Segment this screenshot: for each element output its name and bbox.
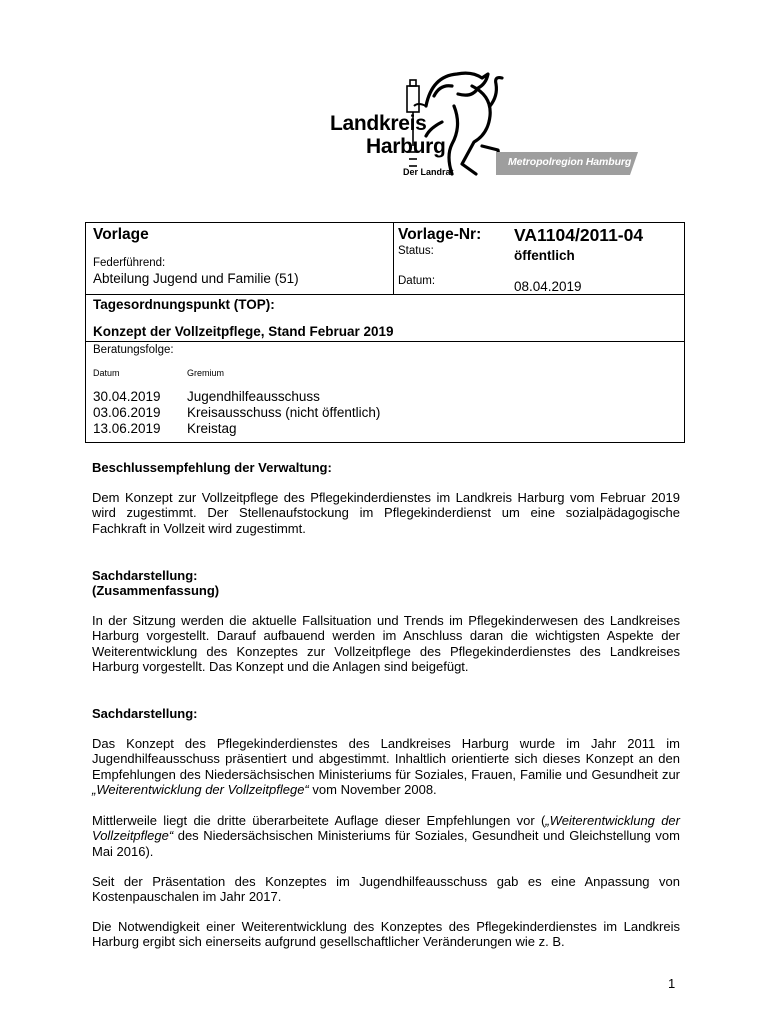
top-label: Tagesordnungspunkt (TOP):	[93, 297, 275, 312]
vorlage-nr-label: Vorlage-Nr:	[398, 226, 482, 243]
heading-line: Sachdarstellung:	[92, 568, 198, 583]
vorlage-nr-value: VA1104/2011-04	[514, 225, 644, 245]
text-run: Das Konzept des Pflegekinderdienstes des Landkreises Harburg wurde im Jahr 2011 im Jugendhilfeausschuss präsentiert und abgestimmt. Inhaltlich orientierte sich dieses Konzept an den Empfehlungen des Niedersächsischen Ministeriums für Soziales, Frauen, Familie und Gesundheit zur	[92, 736, 680, 782]
text-run: vom November 2008.	[308, 782, 437, 798]
paragraph-notwendigkeit: Die Notwendigkeit einer Weiterentwicklung des Konzeptes des Pflegekinderdienstes im Landkreis Harburg ergibt sich einerseits aufgrund gesellschaftlicher Veränderungen wie z. B.	[92, 919, 680, 950]
col-datum-header: Datum	[93, 368, 120, 378]
logo-title-harburg: Harburg	[366, 135, 446, 158]
datum-value: 08.04.2019	[514, 279, 582, 294]
beratung-row-gremium: Kreistag	[187, 421, 237, 436]
heading-sachdarstellung: Sachdarstellung:	[92, 706, 198, 721]
metropolregion-badge: Metropolregion Hamburg	[508, 156, 632, 168]
datum-label: Datum:	[398, 275, 436, 287]
vorlage-label: Vorlage	[93, 226, 149, 243]
text-run: Mittlerweile liegt die dritte überarbeitete Auflage dieser Empfehlungen vor (	[92, 813, 546, 828]
paragraph-beschluss: Dem Konzept zur Vollzeitpflege des Pflegekinderdienstes im Landkreis Harburg vom Februar 2019 wird zugestimmt. Der Stellenaufstockung im Pflegekinderdienst um eine sozialpädagogische Fachkraft in Vollzeit wird zugestimmt.	[92, 490, 680, 536]
paragraph-dritte-auflage	[92, 813, 680, 859]
federfuehrend-label: Federführend:	[93, 257, 166, 269]
paragraph-konzept-2011	[92, 736, 680, 798]
document-header-table	[85, 222, 685, 443]
beratung-row-gremium: Kreisausschuss (nicht öffentlich)	[187, 405, 381, 420]
top-value: Konzept der Vollzeitpflege, Stand Februar 2019	[93, 324, 394, 339]
heading-sachdarstellung-zusammenfassung	[92, 568, 219, 599]
beratung-row-gremium: Jugendhilfeausschuss	[187, 389, 320, 404]
beratung-row-datum: 30.04.2019	[93, 389, 161, 404]
logo-subtitle: Der Landrat	[403, 167, 454, 177]
text-run-italic: „Weiterentwicklung der Vollzeitpflege“	[92, 813, 680, 844]
logo-title-landkreis: Landkreis	[330, 112, 427, 135]
beratung-row-datum: 13.06.2019	[93, 421, 161, 436]
heading-beschlussempfehlung: Beschlussempfehlung der Verwaltung:	[92, 460, 332, 475]
paragraph-kostenpauschalen: Seit der Präsentation des Konzeptes im Jugendhilfeausschuss gab es eine Anpassung von Kostenpauschalen im Jahr 2017.	[92, 874, 680, 905]
page-number: 1	[668, 976, 676, 991]
beratungsfolge-label: Beratungsfolge:	[93, 344, 174, 356]
beratung-row-datum: 03.06.2019	[93, 405, 161, 420]
federfuehrend-value: Abteilung Jugend und Familie (51)	[93, 271, 299, 286]
text-run-italic: „Weiterentwicklung der Vollzeitpflege“	[92, 782, 309, 798]
heading-line: (Zusammenfassung)	[92, 583, 220, 599]
col-gremium-header: Gremium	[187, 368, 225, 378]
text-run: des Niedersächsischen Ministeriums für Soziales, Gesundheit und Gleichstellung vom Mai 2016).	[92, 828, 680, 859]
status-label: Status:	[398, 245, 434, 257]
status-value: öffentlich	[514, 248, 575, 263]
paragraph-zusammenfassung: In der Sitzung werden die aktuelle Fallsituation und Trends im Pflegekinderwesen des Landkreises Harburg vorgestellt. Darauf aufbauend werden im Anschluss daran die wichtigsten Aspekte der Weiterentwicklung des Konzeptes zur Vollzeitpflege des Pflegekinderdienstes des Landkreises Harburg vorgestellt. Das Konzept und die Anlagen sind beigefügt.	[92, 613, 680, 675]
